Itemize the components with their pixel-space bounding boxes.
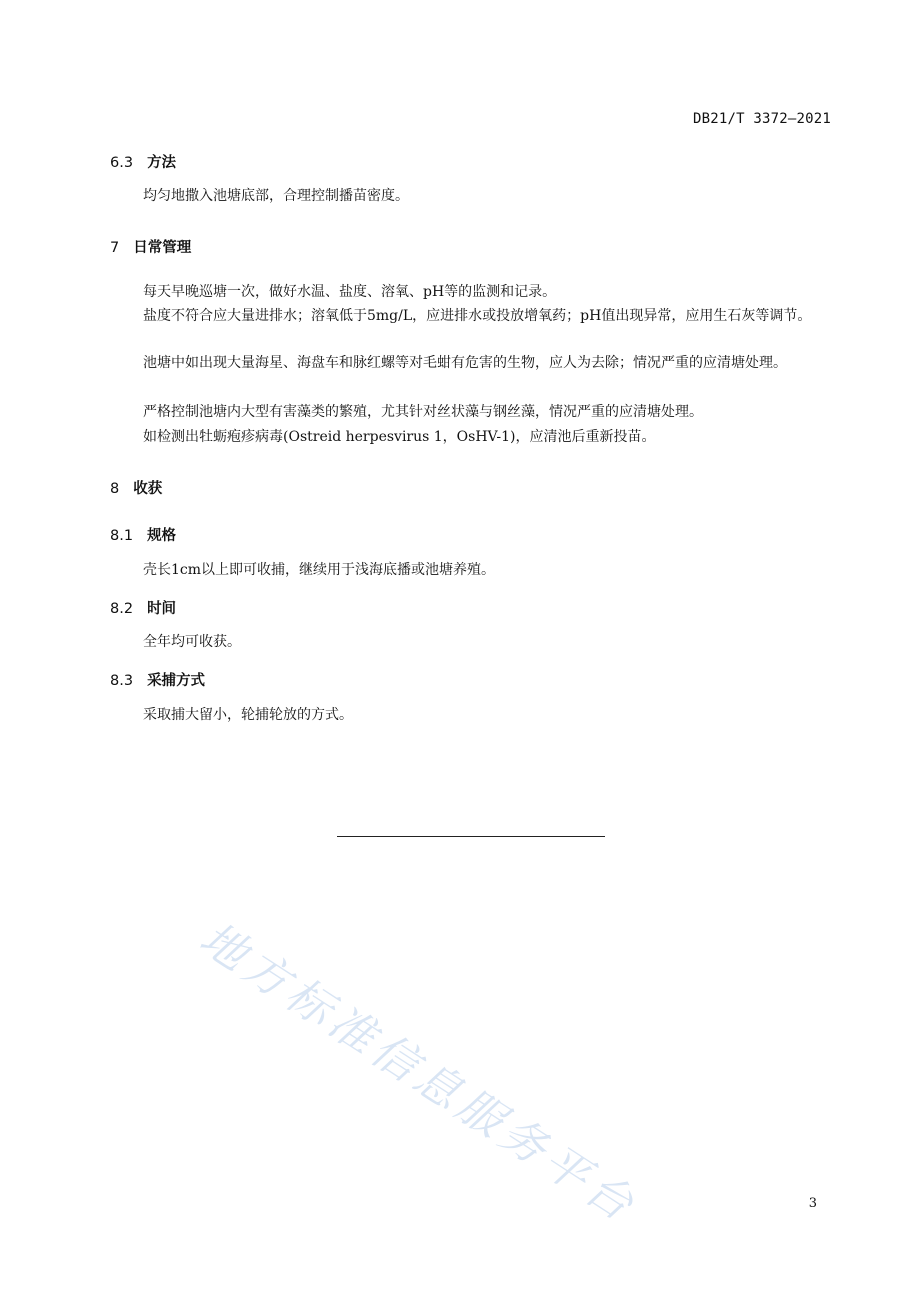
paragraph: 均匀地撒入池塘底部，合理控制播苗密度。 <box>143 188 409 204</box>
section-number: 8.2 <box>110 601 134 617</box>
section-number: 8.3 <box>110 673 134 689</box>
section-title: 日常管理 <box>133 240 192 256</box>
paragraph: 全年均可收获。 <box>143 634 241 650</box>
section-number: 8 <box>110 481 120 497</box>
document-code: DB21/T 3372—2021 <box>692 111 831 127</box>
paragraph: 盐度不符合应大量进排水；溶氧低于5mg/L，应进排水或投放增氧药；pH值出现异常，应用生石灰等调节。 <box>143 308 812 324</box>
paragraph: 池塘中如出现大量海星、海盘车和脉红螺等对毛蚶有危害的生物，应人为去除；情况严重的应清塘处理。 <box>143 355 787 371</box>
section-heading-8 <box>110 477 162 498</box>
section-number: 8.1 <box>110 528 134 544</box>
section-title: 收获 <box>133 481 163 497</box>
section-number: 7 <box>110 240 120 256</box>
paragraph: 如检测出牡蛎疱疹病毒(Ostreid herpesvirus 1，OsHV-1)，应清池后重新投苗。 <box>143 429 656 445</box>
section-heading-6-3 <box>110 151 176 172</box>
section-title: 采捕方式 <box>147 673 206 689</box>
section-heading-8-1 <box>110 524 176 545</box>
section-title: 时间 <box>147 601 177 617</box>
paragraph: 每天早晚巡塘一次，做好水温、盐度、溶氧、pH等的监测和记录。 <box>143 284 557 300</box>
watermark: 地方标准信息服务平台 <box>190 911 648 1234</box>
paragraph: 严格控制池塘内大型有害藻类的繁殖，尤其针对丝状藻与钢丝藻，情况严重的应清塘处理。 <box>143 404 703 420</box>
section-title: 规格 <box>147 528 177 544</box>
section-heading-8-3 <box>110 669 205 690</box>
page-number: 3 <box>808 1196 817 1211</box>
paragraph: 采取捕大留小，轮捕轮放的方式。 <box>143 707 353 723</box>
section-number: 6.3 <box>110 155 134 171</box>
end-of-document-rule <box>337 836 605 837</box>
paragraph: 壳长1cm以上即可收捕，继续用于浅海底播或池塘养殖。 <box>143 562 496 578</box>
section-heading-8-2 <box>110 597 176 618</box>
section-title: 方法 <box>147 155 177 171</box>
section-heading-7 <box>110 236 191 257</box>
